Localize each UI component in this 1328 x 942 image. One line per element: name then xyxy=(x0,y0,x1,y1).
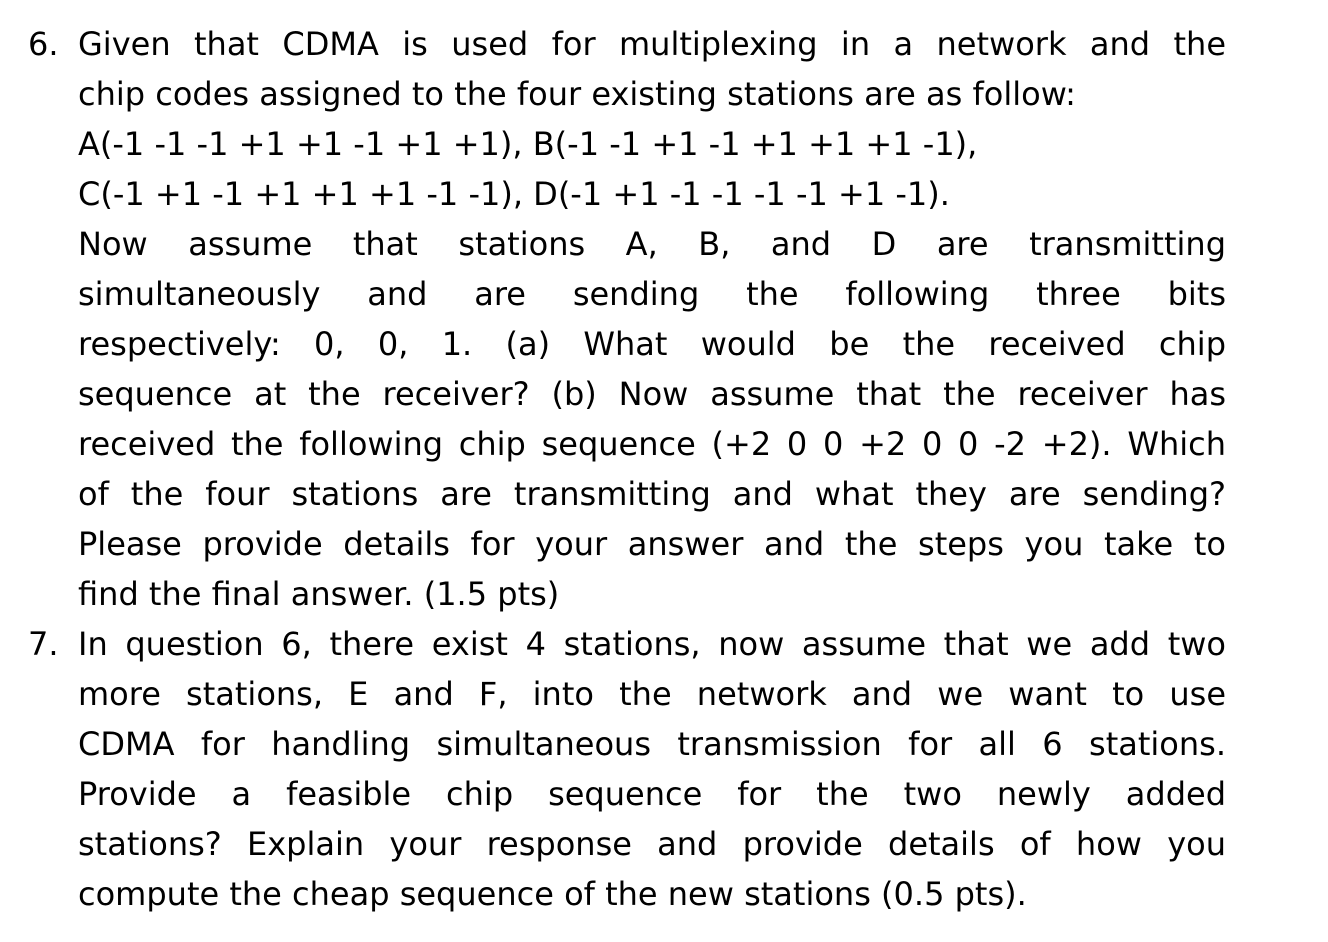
text-line: Provide a feasible chip sequence for the two newly added xyxy=(78,775,1226,813)
text-line: Please provide details for your answer and the steps you take to xyxy=(78,525,1226,563)
text-line: more stations, E and F, into the network and we want to use xyxy=(78,675,1226,713)
text-line: find the final answer. (1.5 pts) xyxy=(78,575,560,613)
text-line: In question 6, there exist 4 stations, now assume that we add two xyxy=(78,625,1226,663)
text-line: received the following chip sequence (+2 0 0 +2 0 0 -2 +2). Which xyxy=(78,425,1226,463)
question-number: 6. xyxy=(28,25,59,63)
text-line: simultaneously and are sending the following three bits xyxy=(78,275,1226,313)
text-line: of the four stations are transmitting and what they are sending? xyxy=(78,475,1226,513)
text-line: chip codes assigned to the four existing stations are as follow: xyxy=(78,75,1076,113)
text-line: A(-1 -1 -1 +1 +1 -1 +1 +1), B(-1 -1 +1 -1 +1 +1 +1 -1), xyxy=(78,125,978,163)
text-line: C(-1 +1 -1 +1 +1 +1 -1 -1), D(-1 +1 -1 -1 -1 -1 +1 -1). xyxy=(78,175,950,213)
question-number: 7. xyxy=(28,625,59,663)
text-line: sequence at the receiver? (b) Now assume that the receiver has xyxy=(78,375,1226,413)
text-line: compute the cheap sequence of the new stations (0.5 pts). xyxy=(78,875,1027,913)
text-line: respectively: 0, 0, 1. (a) What would be the received chip xyxy=(78,325,1226,363)
text-line: CDMA for handling simultaneous transmission for all 6 stations. xyxy=(78,725,1226,763)
text-line: stations? Explain your response and provide details of how you xyxy=(78,825,1226,863)
text-line: Given that CDMA is used for multiplexing in a network and the xyxy=(78,25,1226,63)
text-line: Now assume that stations A, B, and D are transmitting xyxy=(78,225,1226,263)
